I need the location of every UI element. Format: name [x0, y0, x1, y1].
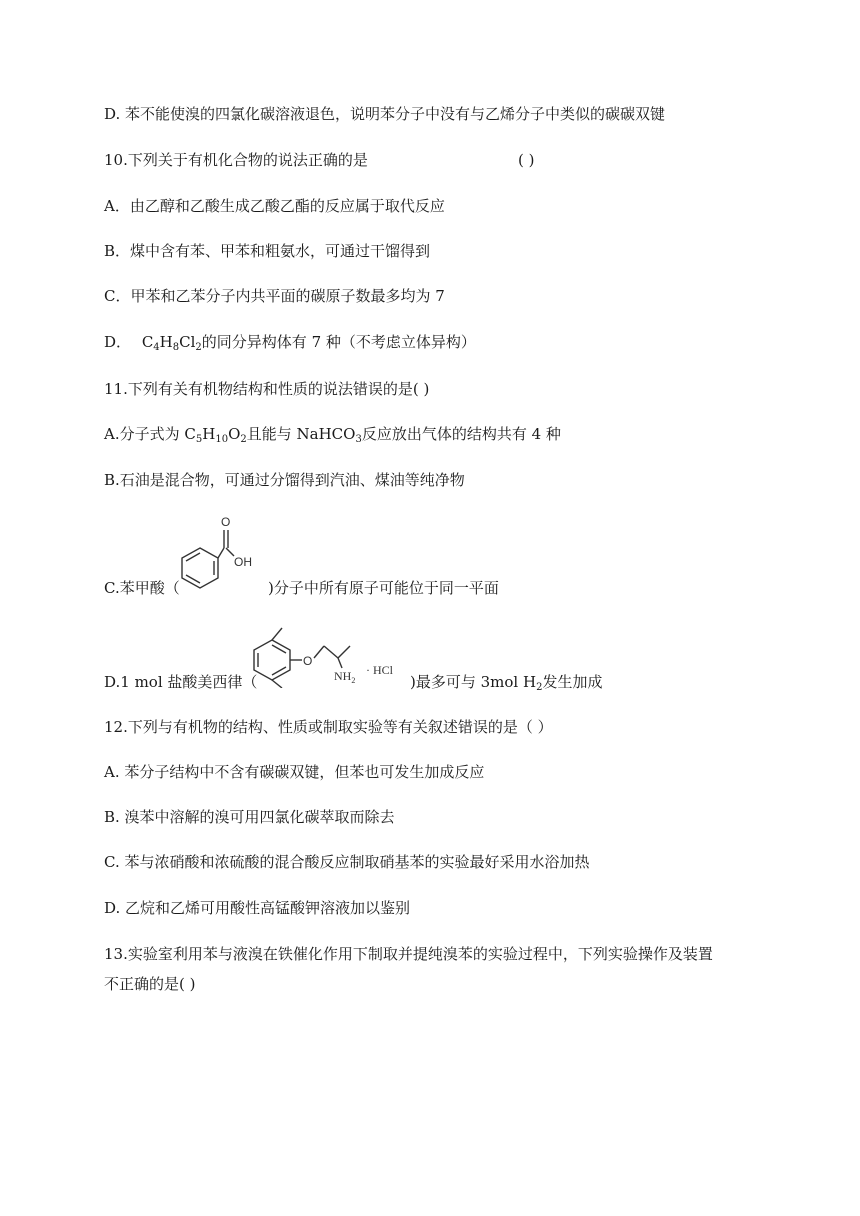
formula-cl: Cl [179, 333, 196, 351]
ether-o-label: O [303, 654, 313, 668]
q11-stem: 11.下列有关有机物结构和性质的说法错误的是( ) [104, 380, 430, 398]
formula-sub-2: 2 [195, 342, 202, 353]
q10-stem-text: 10.下列关于有机化合物的说法正确的是 [104, 151, 368, 169]
q12-option-b: B. 溴苯中溶解的溴可用四氯化碳萃取而除去 [104, 808, 395, 826]
formula-sub-4: 4 [153, 342, 160, 353]
q12-option-c: C. 苯与浓硝酸和浓硫酸的混合酸反应制取硝基苯的实验最好采用水浴加热 [104, 853, 590, 871]
q10-option-d [104, 332, 476, 352]
methyl-chain [338, 646, 350, 658]
hydroxyl-label: OH [234, 555, 252, 569]
sub-h2: 2 [536, 682, 543, 693]
sub-2: 2 [240, 434, 247, 445]
q11-c-post: )分子中所有原子可能位于同一平面 [268, 579, 499, 597]
q11-option-d [104, 672, 614, 692]
carbonyl-o-label: O [221, 515, 231, 529]
formula-c: C [141, 333, 154, 351]
q10-stem [104, 150, 754, 170]
q10-d-suffix: 的同分异构体有 7 种（不考虑立体异构） [201, 333, 476, 351]
q11-d-post-b: 发生加成 [542, 673, 603, 691]
q12-option-a: A. 苯分子结构中不含有碳碳双键，但苯也可发生加成反应 [104, 763, 485, 781]
q11-a-o: O [228, 425, 241, 443]
q11-a-pre: A.分子式为 C [104, 425, 196, 443]
sub-5: 5 [195, 434, 203, 445]
nh-label: NH [334, 669, 352, 683]
methyl-top [272, 628, 282, 640]
sub-10: 10 [215, 434, 229, 445]
ring-carbon-bond [218, 548, 224, 558]
q10-d-prefix: D． [104, 333, 132, 351]
q11-a-mid: 且能与 NaHCO [246, 425, 356, 443]
q12-stem: 12.下列与有机物的结构、性质或制取实验等有关叙述错误的是（ ） [104, 718, 553, 736]
q13-stem-line2: 不正确的是( ) [104, 975, 196, 993]
sub-3: 3 [355, 434, 362, 445]
q11-a-post: 反应放出气体的结构共有 4 种 [361, 425, 561, 443]
q11-option-b: B.石油是混合物，可通过分馏得到汽油、煤油等纯净物 [104, 471, 465, 489]
q10-option-c: C．甲苯和乙苯分子内共平面的碳原子数最多均为 7 [104, 287, 445, 305]
nh-sub: 2 [351, 676, 356, 685]
hydroxyl-bond [226, 548, 234, 556]
ether-bond-2 [314, 646, 324, 658]
q12-option-d: D. 乙烷和乙烯可用酸性高锰酸钾溶液加以鉴别 [104, 899, 411, 917]
q10-answer-paren: ( ) [518, 151, 535, 169]
q9-option-d: D. 苯不能使溴的四氯化碳溶液退色，说明苯分子中没有与乙烯分子中类似的碳碳双键 [104, 105, 666, 123]
q11-d-post-a: )最多可与 3mol H [410, 673, 537, 691]
q11-d-post [410, 672, 602, 692]
q11-c-pre: C.苯甲酸（ [104, 579, 180, 597]
chain-bond-1 [324, 646, 338, 658]
q10-d-formula [142, 333, 202, 351]
q11-option-c [104, 578, 534, 598]
q13-stem-line1: 13.实验室利用苯与液溴在铁催化作用下制取并提纯溴苯的实验过程中，下列实验操作及装置 [104, 945, 713, 963]
hcl-label: · HCl [366, 663, 393, 677]
q10-option-a: A．由乙醇和乙酸生成乙酸乙酯的反应属于取代反应 [104, 197, 445, 215]
q11-a-h: H [202, 425, 216, 443]
q10-option-b: B．煤中含有苯、甲苯和粗氨水，可通过干馏得到 [104, 242, 431, 260]
q11-d-pre: D.1 mol 盐酸美西律（ [104, 673, 258, 691]
q11-option-a [104, 424, 561, 444]
formula-sub-8: 8 [172, 342, 180, 353]
formula-h: H [159, 333, 173, 351]
amine-bond [338, 658, 342, 668]
